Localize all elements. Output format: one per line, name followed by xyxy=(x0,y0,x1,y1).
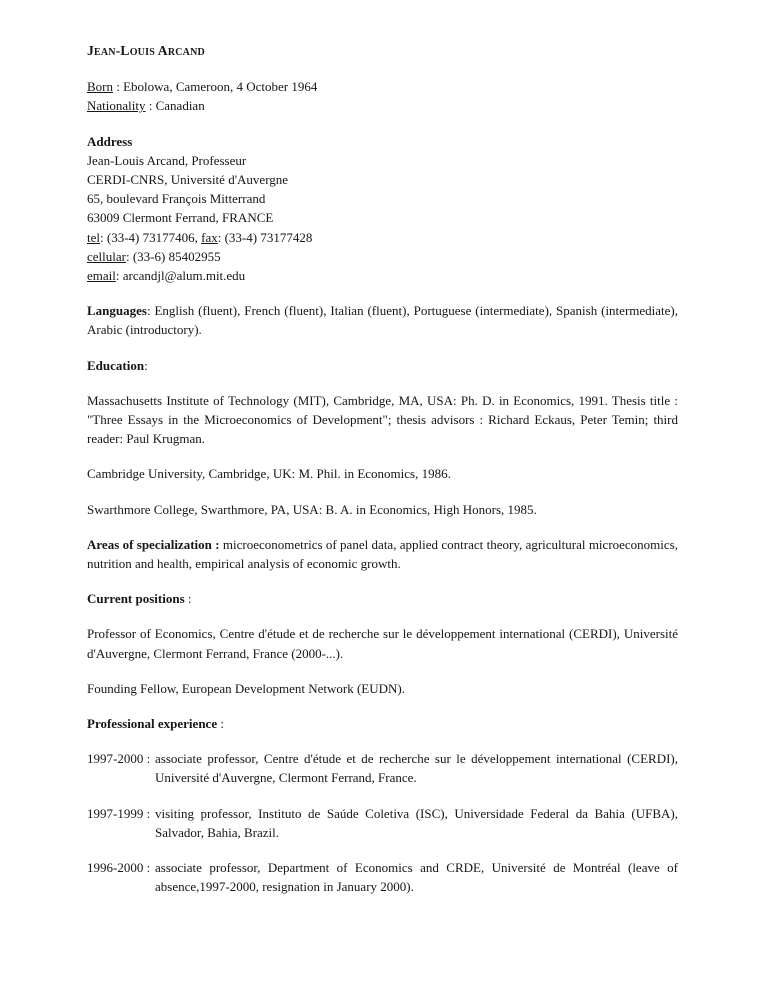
page-title: Jean-Louis Arcand xyxy=(87,43,205,58)
nationality-label: Nationality xyxy=(87,98,146,114)
address-heading: Address xyxy=(87,133,133,149)
address-line: CERDI-CNRS, Université d'Auvergne xyxy=(87,172,289,188)
experience-text: associate professor, Centre d'étude et de recherche sur le développement international (CERDI), Université d'Auvergne, Clermont Ferrand, France. xyxy=(155,751,678,786)
experience-dates: 1996-2000 : xyxy=(87,860,151,876)
current-position-item: Founding Fellow, European Development Network (EUDN). xyxy=(87,680,405,696)
born-line xyxy=(87,77,678,96)
cellular-label: cellular xyxy=(87,248,126,264)
fax-value: : (33-4) 73177428 xyxy=(217,229,313,245)
experience-text: visiting professor, Instituto de Saúde Coletiva (ISC), Universidade Federal da Bahia (UFBA), Salvador, Bahia, Brazil. xyxy=(155,805,678,840)
education-item-mit: Massachusetts Institute of Technology (MIT), Cambridge, MA, USA: Ph. D. in Economics, 1991. Thesis title : "Three Essays in the Microeconomics of Development"; thesis advisors : Richard Eckaus, Peter Temin; third reader: Paul Krugman. xyxy=(87,392,678,447)
born-label: Born xyxy=(87,79,113,95)
education-item-swarthmore: Swarthmore College, Swarthmore, PA, USA: B. A. in Economics, High Honors, 1985. xyxy=(87,501,537,517)
email-label: email xyxy=(87,268,116,284)
section-address xyxy=(87,132,678,286)
tel-label: tel xyxy=(87,229,100,245)
email-value: : arcandjl@alum.mit.edu xyxy=(115,268,246,284)
experience-text: associate professor, Department of Economics and CRDE, Université de Montréal (leave of absence,1997-2000, resignation in January 2000). xyxy=(155,860,678,895)
cellular-line xyxy=(87,247,678,266)
specialization-paragraph xyxy=(87,535,678,573)
education-item-cambridge: Cambridge University, Cambridge, UK: M. Phil. in Economics, 1986. xyxy=(87,466,451,482)
section-personal xyxy=(87,77,678,115)
address-line: Jean-Louis Arcand, Professeur xyxy=(87,152,247,168)
cellular-value: : (33-6) 85402955 xyxy=(125,248,221,264)
experience-entry xyxy=(87,749,678,787)
email-line xyxy=(87,266,678,285)
experience-dates: 1997-1999 : xyxy=(87,805,151,821)
education-heading: Education: xyxy=(87,357,148,373)
specialization-label: Areas of specialization : xyxy=(87,536,220,552)
nationality-value: : Canadian xyxy=(145,98,205,114)
address-line: 63009 Clermont Ferrand, FRANCE xyxy=(87,210,274,226)
experience-dates: 1997-2000 : xyxy=(87,751,151,767)
born-value: : Ebolowa, Cameroon, 4 October 1964 xyxy=(113,79,318,95)
experience-entry xyxy=(87,858,678,896)
current-positions-heading: Current positions : xyxy=(87,591,192,607)
address-line: 65, boulevard François Mitterrand xyxy=(87,191,266,207)
tel-fax-line xyxy=(87,228,678,247)
languages-paragraph xyxy=(87,301,678,339)
experience-heading: Professional experience : xyxy=(87,716,224,732)
languages-value: : English (fluent), French (fluent), Italian (fluent), Portuguese (intermediate), Spanish (intermediate), Arabic (introductory). xyxy=(87,303,678,338)
tel-value: : (33-4) 73177406, xyxy=(100,229,202,245)
experience-entry xyxy=(87,804,678,842)
nationality-line xyxy=(87,96,678,115)
fax-label: fax xyxy=(201,229,218,245)
current-position-item: Professor of Economics, Centre d'étude et de recherche sur le développement international (CERDI), Université d'Auvergne, Clermont Ferrand, France (2000-...). xyxy=(87,626,678,661)
languages-label: Languages xyxy=(87,303,147,319)
specialization-value: microeconometrics of panel data, applied contract theory, agricultural microeconomics, nutrition and health, empirical analysis of economic growth. xyxy=(87,536,678,572)
